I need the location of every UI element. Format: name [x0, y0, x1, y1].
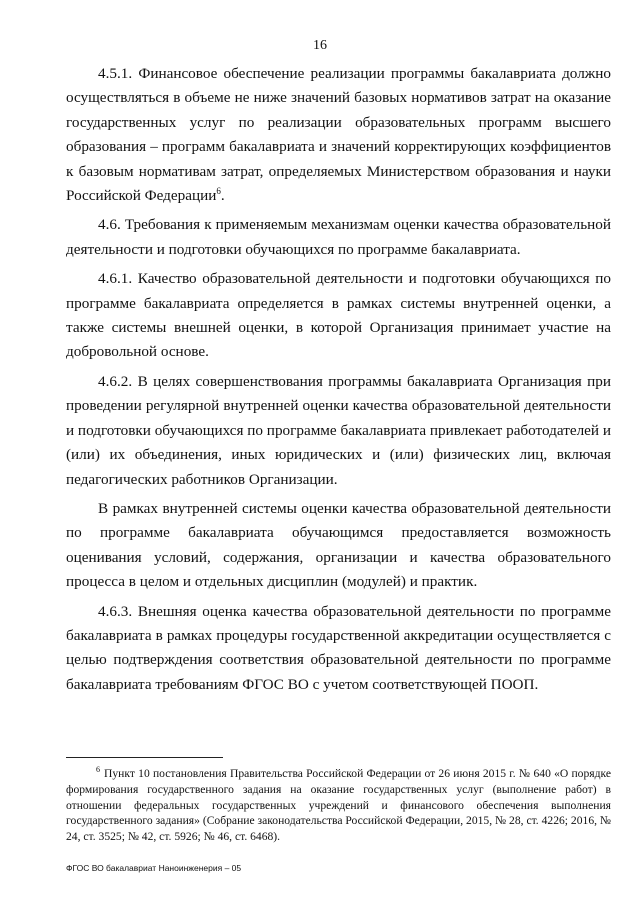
page-number: 16: [313, 38, 327, 53]
page-footer: ФГОС ВО бакалавриат Наноинженерия – 05: [66, 863, 242, 873]
paragraph-internal-assessment: В рамках внутренней системы оценки качества образовательной деятельности по программе бакалавриата обучающимся предоставляется возможность оценивания условий, содержания, организации и качества образовательного процесса в целом и отдельных дисциплин (модулей) и практик.: [66, 499, 611, 591]
footnote-marker: 6: [96, 765, 100, 775]
footnote-text: Пункт 10 постановления Правительства Российской Федерации от 26 июня 2015 г. № 640 «О порядке формирования государственного задания на оказание государственных услуг (выполнение работ) в отношении федеральных государственных учреждений и финансового обеспечения выполнения государственного задания» (Собрание законодательства Российской Федерации, 2015, № 28, ст. 4226; 2016, № 24, ст. 3525; № 42, ст. 5926; № 46, ст. 6468).: [66, 767, 611, 844]
paragraph-4-6-1: 4.6.1. Качество образовательной деятельности и подготовки обучающихся по программе бакалавриата определяется в рамках системы внутренней оценки, а также системы внешней оценки, в которой Организация принимает участие на добровольной основе.: [66, 270, 611, 361]
paragraph-4-6: 4.6. Требования к применяемым механизмам оценки качества образовательной деятельности и подготовки обучающихся по программе бакалавриата.: [66, 216, 611, 258]
body-text: [66, 62, 611, 702]
paragraph-4-5-1: [66, 62, 611, 208]
paragraph-4-6-2: 4.6.2. В целях совершенствования программы бакалавриата Организация при проведении регулярной внутренней оценки качества образовательной деятельности и подготовки обучающихся по программе бакалавриата привлекает работодателей и (или) их объединения, иных юридических и (или) физических лиц, включая педагогических работников Организации.: [66, 372, 611, 488]
footnote-reference: 6: [216, 185, 221, 196]
footnote: [66, 766, 611, 845]
paragraph-4-5-1-tail: .: [220, 187, 225, 205]
paragraph-4-5-1-text: 4.5.1. Финансовое обеспечение реализации программы бакалавриата должно осуществляться в объеме не ниже значений базовых нормативов затрат на оказание государственных услуг по реализации образовательных программ высшего образования – программ бакалавриата и значений корректирующих коэффициентов к базовым нормативам затрат, определяемых Министерством образования и науки Российской Федерации: [66, 65, 611, 205]
footnote-divider: [66, 757, 223, 758]
paragraph-4-6-3: 4.6.3. Внешняя оценка качества образовательной деятельности по программе бакалавриата в рамках процедуры государственной аккредитации осуществляется с целью подтверждения соответствия образовательной деятельности по программе бакалавриата требованиям ФГОС ВО с учетом соответствующей ПООП.: [66, 602, 611, 693]
